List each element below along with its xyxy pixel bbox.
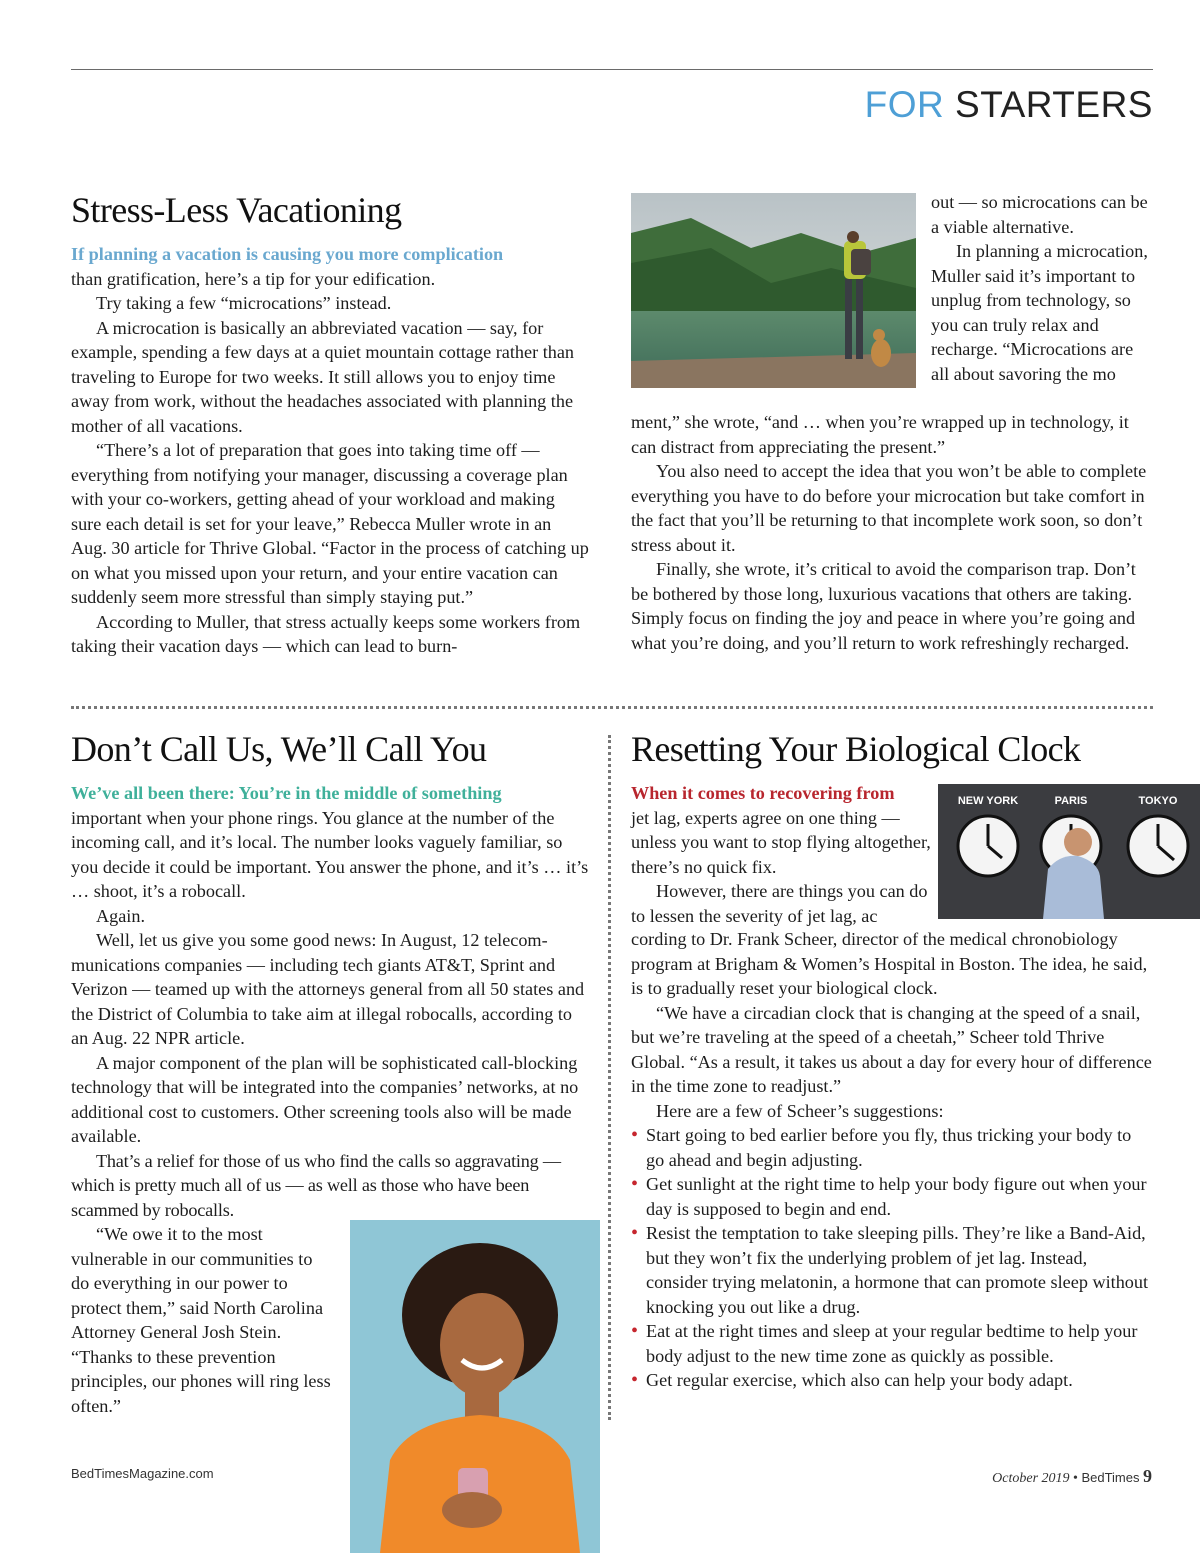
section-divider-vertical bbox=[608, 735, 611, 1420]
article2-p3: A major component of the plan will be sophisticated call-blocking technology that will be integrated into the companies’ networks, at no additional cost to customers. Other screening tools also will be made available. bbox=[71, 1052, 579, 1146]
clock-icon bbox=[958, 816, 1018, 876]
bullet-icon: • bbox=[631, 1369, 639, 1391]
section-header-word: STARTERS bbox=[955, 84, 1153, 125]
article1-p4: According to Muller, that stress actually keeps some workers from taking their vacation days — which can lead to burn- bbox=[71, 611, 581, 656]
top-rule bbox=[71, 69, 1153, 70]
section-divider-horizontal bbox=[71, 706, 1153, 709]
page-number: 9 bbox=[1143, 1466, 1152, 1486]
article2-quote-column bbox=[71, 1222, 333, 1418]
article1-p6: In planning a microcation, Muller said it’s important to unplug from technology, so you can truly relax and recharge. “Microcations are all about savoring the mo bbox=[931, 241, 1148, 384]
hiker-lake-photo bbox=[631, 193, 916, 388]
list-item: • Get sunlight at the right time to help your body figure out when your day is supposed to begin and end. bbox=[631, 1173, 1147, 1219]
article1-lead: If planning a vacation is causing you more complication bbox=[71, 244, 504, 264]
article1-p6-cont: ment,” she wrote, “and … when you’re wrapped up in technology, it can distract from appreciating the present.” bbox=[631, 412, 1129, 457]
clock-label-paris: PARIS bbox=[1054, 795, 1088, 807]
list-item: • Start going to bed earlier before you fly, thus tricking your body to go ahead and begin adjusting. bbox=[631, 1124, 1132, 1170]
article1-p3: “There’s a lot of preparation that goes into taking time off — everything from notifying your manager, discussing a coverage plan with your co-workers, getting ahead of your workload and making sure each detail is set for your leave,” Rebecca Muller wrote in an Aug. 30 article for Thrive Global. “Factor in the process of catching up on what you missed upon your return, and your entire vacation can suddenly seem more stressful than simply staying put.” bbox=[71, 440, 589, 607]
article3-lead-rest: jet lag, experts agree on one thing — unless you want to stop flying altogether, there’s no quick fix. bbox=[631, 807, 931, 877]
article1-left-column bbox=[71, 190, 589, 659]
list-item: • Get regular exercise, which also can help your body adapt. bbox=[631, 1369, 1073, 1391]
clock-icon bbox=[1128, 816, 1188, 876]
section-header bbox=[865, 84, 1153, 126]
article3-bottom-column bbox=[631, 927, 1153, 1393]
bullet-icon: • bbox=[631, 1173, 639, 1195]
article2-title: Don’t Call Us, We’ll Call You bbox=[71, 729, 487, 769]
article1-lead-paragraph bbox=[71, 242, 589, 291]
section-header-accent: FOR bbox=[864, 84, 945, 125]
article2-lead-rest: important when your phone rings. You glance at the number of the incoming call, and it’s local. The number looks vaguely familiar, so you decide it could be important. You answer the phone, and it’s … it’s … shoot, it’s a robocall. bbox=[71, 807, 589, 901]
bullet-icon: • bbox=[631, 1222, 639, 1244]
footer-folio bbox=[992, 1466, 1152, 1487]
article1-p7: You also need to accept the idea that you won’t be able to complete everything you have to do before your microcation but take comfort in the fact that you’ll be returning to that incomplete work soon, so don’t stress about it. bbox=[631, 461, 1147, 555]
footer-site: BedTimesMagazine.com bbox=[71, 1466, 214, 1481]
bullet-icon: • bbox=[631, 1124, 639, 1146]
article3-p3: Here are a few of Scheer’s suggestions: bbox=[656, 1100, 944, 1121]
article3-lead-paragraph bbox=[631, 781, 931, 879]
footer-separator: • bbox=[1073, 1471, 1078, 1486]
list-item: • Eat at the right times and sleep at your regular bedtime to help your body adjust to the new time zone as quickly as possible. bbox=[631, 1320, 1138, 1366]
footer-date: October 2019 bbox=[992, 1471, 1070, 1486]
clock-label-tokyo: TOKYO bbox=[1138, 795, 1178, 807]
woman-phone-photo bbox=[350, 1220, 600, 1553]
article1-title: Stress-Less Vacationing bbox=[71, 190, 402, 230]
article3-p1b: cording to Dr. Frank Scheer, director of the medical chronobiology program at Brigham & Women’s Hospital in Boston. The idea, he said, is to gradually reset your biological clock. bbox=[631, 929, 1148, 998]
clock-label-new-york: NEW YORK bbox=[957, 795, 1019, 807]
article1-right-column bbox=[631, 410, 1153, 655]
suggestions-list bbox=[631, 1123, 1153, 1393]
article3-lead: When it comes to recovering from bbox=[631, 783, 895, 803]
article3-title: Resetting Your Biological Clock bbox=[631, 729, 1081, 769]
article2-column bbox=[71, 729, 591, 1222]
list-item: • Resist the temptation to take sleeping pills. They’re like a Band-Aid, but they won’t fix the underlying problem of jet lag. Instead, consider trying melatonin, a hormone that can promote sleep without knocking you out like a drug. bbox=[631, 1222, 1149, 1317]
article2-p1: Again. bbox=[96, 905, 145, 926]
article2-lead-paragraph bbox=[71, 781, 591, 904]
article2-p2: Well, let us give you some good news: In August, 12 telecommunications companies — including tech giants AT&T, Sprint and Verizon — teamed up with the attorneys general from all 50 states and the District of Columbia to take aim at illegal robocalls, according to an Aug. 22 NPR article. bbox=[71, 930, 585, 1048]
article3-p1a: However, there are things you can do to lessen the severity of jet lag, ac bbox=[631, 881, 928, 926]
article1-lead-rest: than gratification, here’s a tip for your edification. bbox=[71, 268, 436, 289]
article1-p8: Finally, she wrote, it’s critical to avoid the comparison trap. Don’t be bothered by those long, luxurious vacations that others are taking. Simply focus on finding the joy and peace in where you’re going and what you’re doing, and you’ll return to work refreshingly recharged. bbox=[631, 559, 1136, 653]
article1-p2: A microcation is basically an abbreviated vacation — say, for example, spending a few days at a quiet mountain cottage rather than traveling to Europe for two weeks. It still allows you to enjoy time away from work, without the headaches associated with planning the mother of all vacations. bbox=[71, 317, 575, 436]
article3-p2: “We have a circadian clock that is changing at the speed of a snail, but we’re traveling at the speed of a cheetah,” Scheer told Thrive Global. “As a result, it takes us about a day for every hour of difference in the time zone to readjust.” bbox=[631, 1002, 1152, 1096]
article2-lead: We’ve all been there: You’re in the middle of something bbox=[71, 783, 502, 803]
article2-p4: That’s a relief for those of us who find the calls so aggravating — which is pretty much all of us — as well as those who have been scammed by robocalls. bbox=[71, 1150, 561, 1220]
article1-p1: Try taking a few “microcations” instead. bbox=[96, 293, 392, 313]
world-clocks-photo bbox=[938, 784, 1200, 919]
article1-p5: out — so microcations can be a viable alternative. bbox=[931, 192, 1148, 237]
bullet-icon: • bbox=[631, 1320, 639, 1342]
article1-right-wrap bbox=[931, 190, 1153, 386]
article2-p5: “We owe it to the most vulnerable in our communities to do everything in our power to protect them,” said North Carolina Attorney General Josh Stein. “Thanks to these prevention principles, our phones will ring less often.” bbox=[71, 1224, 331, 1416]
footer-brand: BedTimes bbox=[1081, 1470, 1140, 1485]
